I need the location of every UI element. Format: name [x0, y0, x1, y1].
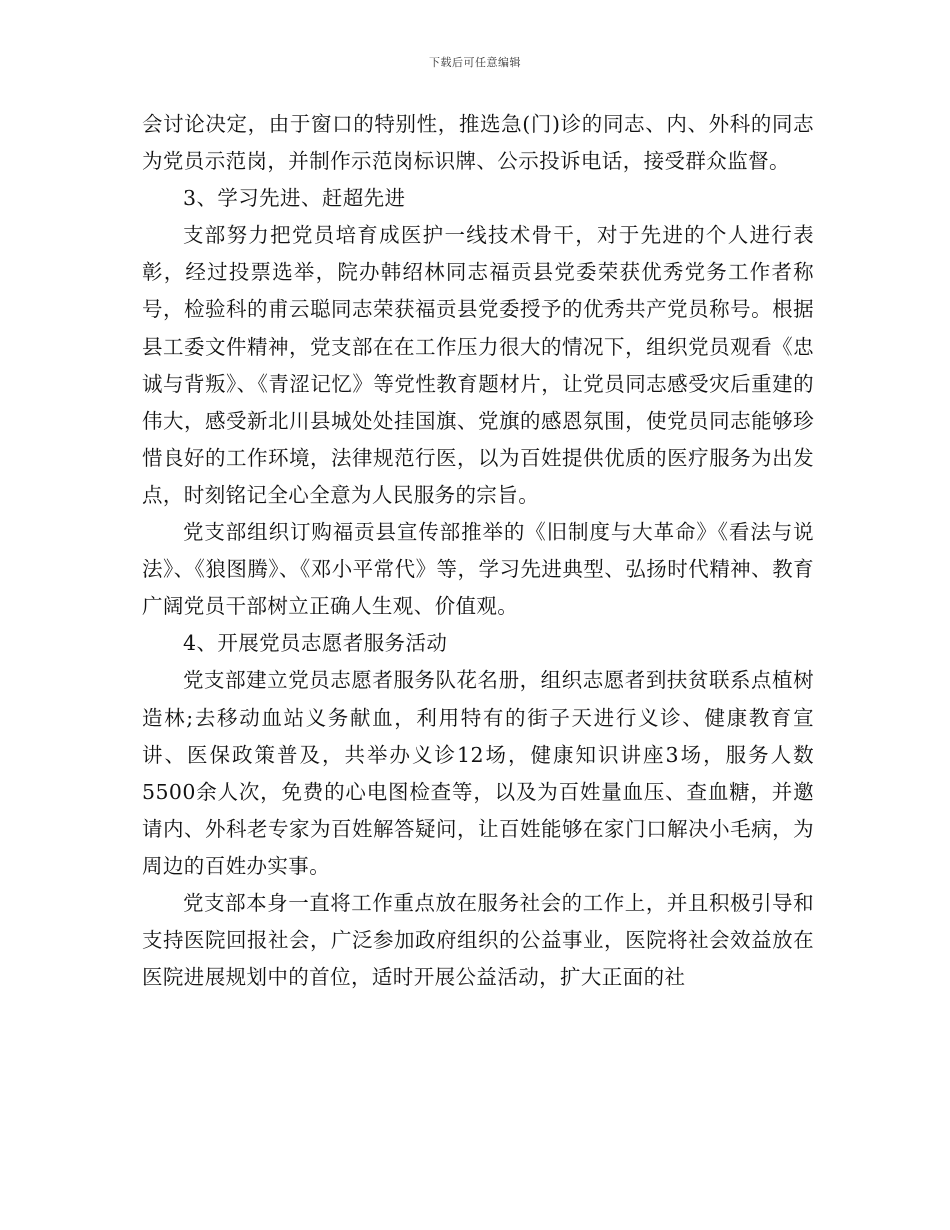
section-heading-4: 4、开展党员志愿者服务活动 [183, 631, 448, 656]
paragraph-1: 会讨论决定，由于窗口的特别性，推选急(门)诊的同志、内、外科的同志为党员示范岗，并制作示范岗标识牌、公示投诉电话，接受群众监督。 [142, 112, 814, 174]
page-header: 下载后可任意编辑 [429, 56, 521, 69]
document-body [142, 106, 814, 996]
paragraph-2: 支部努力把党员培育成医护一线技术骨干，对于先进的个人进行表彰，经过投票选举，院办韩绍林同志福贡县党委荣获优秀党务工作者称号，检验科的甫云聪同志荣获福贡县党委授予的优秀共产党员称号。根据县工委文件精神，党支部在在工作压力很大的情况下，组织党员观看《忠诚与背叛》、《青涩记忆》等党性教育题材片，让党员同志感受灾后重建的伟大，感受新北川县城处处挂国旗、党旗的感恩氛围，使党员同志能够珍惜良好的工作环境，法律规范行医，以为百姓提供优质的医疗服务为出发点，时刻铭记全心全意为人民服务的宗旨。 [142, 223, 814, 507]
paragraph-3: 党支部组织订购福贡县宣传部推举的《旧制度与大革命》《看法与说法》、《狼图腾》、《邓小平常代》等，学习先进典型、弘扬时代精神、教育广阔党员干部树立正确人生观、价值观。 [142, 520, 814, 619]
paragraph-4: 党支部建立党员志愿者服务队花名册，组织志愿者到扶贫联系点植树造林;去移动血站义务献血，利用特有的街子天进行义诊、健康教育宣讲、医保政策普及，共举办义诊12场，健康知识讲座3场，服务人数5500余人次，免费的心电图检查等，以及为百姓量血压、查血糖，并邀请内、外科老专家为百姓解答疑问，让百姓能够在家门口解决小毛病，为周边的百姓办实事。 [142, 668, 814, 878]
section-heading-3: 3、学习先进、赶超先进 [183, 186, 406, 211]
paragraph-5: 党支部本身一直将工作重点放在服务社会的工作上，并且积极引导和支持医院回报社会，广泛参加政府组织的公益事业，医院将社会效益放在医院进展规划中的首位，适时开展公益活动，扩大正面的社 [142, 890, 814, 990]
